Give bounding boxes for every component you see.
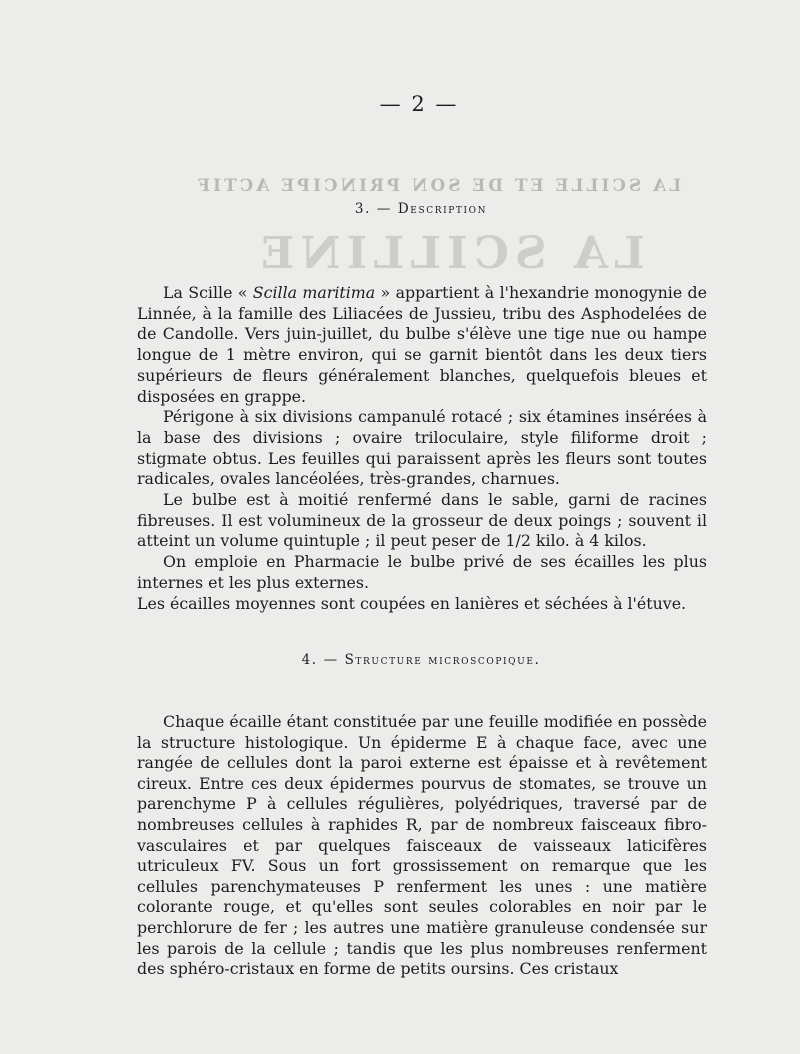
paragraph: Chaque écaille étant constituée par une feuille modifiée en possède la structure histologique. Un épiderme E à chaque face, avec une rangée de cellules dont la paroi externe est épaisse et à revêtement cireux. Entre ces deux épidermes pourvus de stomates, se trouve un parenchyme P à cellules régulières, polyédriques, traversé par de nombreuses cellules à raphides R, par de nombreux faisceaux fibro-vasculaires et par quelques faisceaux de vaisseaux laticifères utriculeux FV. Sous un fort grossissement on remarque que les cellules parenchymateuses P renferment les unes : une matière colorante rouge, et qu'elles sont seules colorables en noir par le perchlorure de fer ; les autres une matière granuleuse condensée sur les parois de la cellule ; tandis que les plus nombreuses renferment des sphéro-cristaux en forme de petits oursins. Ces cristaux (137, 712, 707, 979)
paragraph: On emploie en Pharmacie le bulbe privé de ses écailles les plus internes et les plus externes. (137, 552, 707, 592)
section-number: 4. (301, 652, 318, 668)
paragraph: Le bulbe est à moitié renfermé dans le sable, garni de racines fibreuses. Il est volumineux de la grosseur de deux poings ; souvent il atteint un volume quintuple ; il peut peser de 1/2 kilo. à 4 kilos. (137, 490, 707, 551)
bleed-through-title: LA SCILLINE (255, 228, 645, 279)
paragraph: Les écailles moyennes sont coupées en lanières et séchées à l'étuve. (137, 593, 687, 613)
section-title: — Description (376, 201, 488, 217)
bleed-through-header: LA SCILLE ET DE SON PRINCIPE ACTIF (195, 176, 682, 196)
description-text (137, 283, 707, 614)
section-title: — Structure microscopique. (323, 652, 541, 668)
species-name: Scilla maritima (252, 283, 376, 302)
section-heading-description (0, 201, 800, 217)
page-number: — 2 — (379, 92, 459, 116)
structure-text (137, 712, 707, 980)
section-heading-structure (0, 652, 800, 668)
paragraph: La Scille « Scilla maritima » appartient à l'hexandrie monogynie de Linnée, à la famille des Liliacées de Jussieu, tribu des Asphodelées de de Candolle. Vers juin-juillet, du bulbe s'élève une tige nue ou hampe longue de 1 mètre environ, qui se garnit bientôt dans les deux tiers supérieurs de fleurs généralement blanches, quelquefois bleues et disposées en grappe. (137, 283, 707, 406)
section-number: 3. (354, 201, 371, 217)
paragraph: Périgone à six divisions campanulé rotacé ; six étamines insérées à la base des divisions ; ovaire triloculaire, style filiforme droit ; stigmate obtus. Les feuilles qui paraissent après les fleurs sont toutes radicales, ovales lancéolées, très-grandes, charnues. (137, 407, 707, 489)
